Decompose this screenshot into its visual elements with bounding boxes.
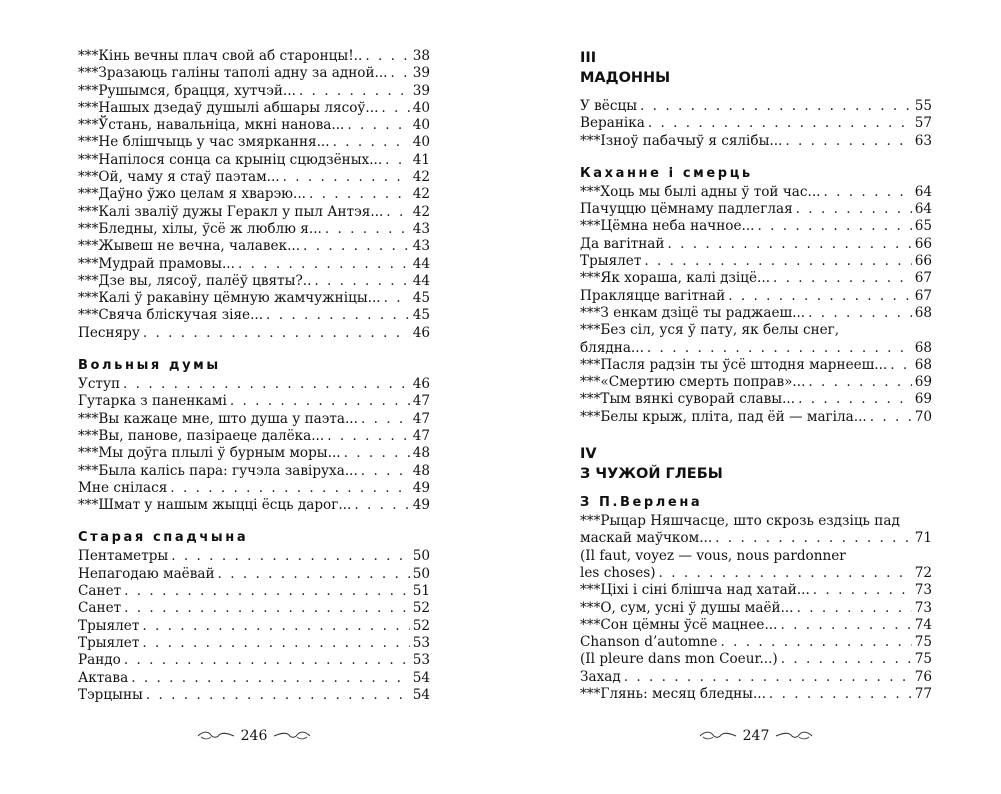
toc-entry — [78, 618, 430, 635]
dot-leader — [384, 290, 410, 307]
dot-leader — [773, 270, 912, 287]
dot-leader — [824, 184, 912, 201]
toc-entry-page: 54 — [412, 669, 430, 686]
toc-entry-page: 47 — [412, 427, 430, 444]
toc-entry — [78, 204, 430, 221]
toc-entry-title: Песняру — [78, 324, 140, 341]
toc-entry-title: Актава — [78, 669, 129, 686]
toc-entry — [580, 409, 932, 426]
toc-entry-title: ***Бледны, хілы, ўсё ж люблю я... — [78, 220, 322, 237]
toc-entry — [78, 65, 430, 82]
toc-entry-title: Веранiка — [580, 115, 645, 132]
toc-entry-title: ***Пасля радзін ты ўсё штодня марнееш... — [580, 356, 888, 373]
toc-entry-page: 44 — [412, 272, 430, 289]
toc-entry-page: 49 — [412, 497, 430, 514]
dot-leader — [640, 98, 912, 115]
toc-entry-page: 47 — [412, 393, 430, 410]
toc-entry-page: 73 — [914, 599, 932, 616]
dot-leader — [361, 463, 410, 480]
toc-entry-title: ***Нашых дзедаў душылі абшары лясоў... — [78, 99, 379, 116]
toc-entry — [580, 357, 932, 374]
toc-entry — [78, 600, 430, 617]
dot-leader — [386, 204, 409, 221]
toc-entry-page: 63 — [914, 132, 932, 149]
toc-entry-title: Мне снілася — [78, 479, 168, 496]
toc-entry — [580, 651, 932, 668]
toc-entry — [580, 115, 932, 132]
toc-entry-page: 40 — [412, 99, 430, 116]
dot-leader — [314, 273, 409, 290]
toc-entry-page: 50 — [412, 565, 430, 582]
dot-leader — [780, 617, 911, 634]
toc-entry-title: ***Зразаюць галіны таполі адну за адной... — [78, 65, 388, 82]
toc-entry-page: 70 — [914, 408, 932, 425]
dot-leader — [808, 374, 911, 391]
dot-leader — [171, 548, 409, 565]
toc-entry-page: 54 — [412, 686, 430, 703]
toc-entry-page: 44 — [412, 255, 430, 272]
dot-leader — [624, 669, 912, 686]
toc-entry-page: 45 — [412, 290, 430, 307]
toc-entry — [580, 305, 932, 322]
toc-entry-title: Трыялет — [78, 634, 140, 651]
toc-entry-page: 49 — [412, 479, 430, 496]
toc-entry-page: 53 — [412, 634, 430, 651]
toc-entry — [580, 582, 932, 599]
toc-entry-title: ***Свяча блiскучая зіяе... — [78, 307, 264, 324]
toc-entry — [78, 100, 430, 117]
dot-leader — [659, 565, 912, 582]
toc-entry — [580, 340, 932, 357]
toc-entry — [78, 445, 430, 462]
ornament-right-icon — [273, 731, 311, 741]
toc-entry — [78, 548, 430, 565]
ornament-right-icon — [775, 731, 813, 741]
dot-leader — [333, 134, 410, 151]
dot-leader — [146, 687, 410, 704]
toc-entry-title: Санет — [78, 600, 122, 617]
dot-leader — [890, 357, 911, 374]
toc-entry-page: 77 — [914, 686, 932, 703]
toc-entry — [78, 583, 430, 600]
dot-leader — [715, 530, 912, 547]
part-title-z-chuzhoy-gleby: З ЧУЖОЙ ГЛЕБЫ — [580, 466, 723, 483]
toc-entry-page: 42 — [412, 203, 430, 220]
toc-entry-title: Уступ — [78, 376, 121, 393]
toc-entry-title: ***Шмат у нашым жыцці ёсць дарог... — [78, 497, 352, 514]
toc-entry-title: ***Тым вянкі суворай славы... — [580, 391, 796, 408]
toc-entry — [78, 186, 430, 203]
toc-entry-page: 67 — [914, 287, 932, 304]
toc-entry — [78, 169, 430, 186]
toc-entry-title: ***Жывеш не вечна, чалавек... — [78, 238, 301, 255]
toc-entry — [580, 201, 932, 218]
toc-entry-title: Пачуццю цёмнаму падлеглая — [580, 201, 793, 218]
toc-entry — [78, 117, 430, 134]
toc-entry — [78, 687, 430, 704]
toc-entry — [580, 253, 932, 270]
dot-leader — [385, 152, 410, 169]
toc-entry-page: 53 — [412, 652, 430, 669]
toc-entry-line — [580, 548, 932, 565]
toc-entry — [580, 669, 932, 686]
dot-leader — [797, 600, 912, 617]
toc-entry — [580, 218, 932, 235]
dot-leader — [325, 221, 410, 238]
ornament-left-icon — [699, 731, 737, 741]
toc-entry-page: 41 — [412, 151, 430, 168]
toc-entry — [78, 497, 430, 514]
toc-entry-title: Непагодаю маёвай — [78, 565, 215, 582]
toc-entry-page: 48 — [412, 445, 430, 462]
toc-entry-page: 42 — [412, 186, 430, 203]
left-page — [78, 48, 430, 704]
entry-group-volnyya-dumy — [78, 376, 430, 514]
right-folio — [580, 728, 932, 744]
dot-leader — [391, 65, 410, 82]
toc-entry-title: ***Ой, чаму я стаў паэтам... — [78, 169, 280, 186]
toc-entry-title: ***Вы, панове, пазіраеце далёка... — [78, 427, 325, 444]
dot-leader — [303, 238, 410, 255]
toc-entry — [580, 600, 932, 617]
toc-entry-page: 51 — [412, 583, 430, 600]
dot-leader — [143, 325, 410, 342]
dot-leader — [347, 117, 409, 134]
toc-entry-title: Рандо — [78, 652, 121, 669]
toc-entry — [78, 376, 430, 393]
toc-entry-title: ***Мы доўга плылі ў бурным моры... — [78, 445, 341, 462]
dot-leader — [124, 583, 410, 600]
toc-entry-title: Тэрцыны — [78, 686, 143, 703]
toc-entry-title: ***Рушымся, брацця, хутчэй... — [78, 82, 296, 99]
toc-entry-title: маскай маўчком... — [580, 530, 713, 547]
toc-entry-title: ***Глянь: месяц бледны... — [580, 686, 766, 703]
toc-entry-title: ***Напілося сонца са крыніц сцюдзёных... — [78, 151, 383, 168]
toc-entry-page: 75 — [914, 651, 932, 668]
dot-leader — [238, 256, 410, 273]
toc-entry — [78, 152, 430, 169]
toc-entry — [580, 565, 932, 582]
toc-entry-page: 57 — [914, 115, 932, 132]
toc-entry — [78, 411, 430, 428]
toc-entry-title: ***Калі ў ракавіну цёмную жамчужніцы... — [78, 290, 381, 307]
dot-leader — [647, 340, 912, 357]
toc-entry-title: ***О, сум, усні ў душы маёй... — [580, 599, 794, 616]
dot-leader — [798, 391, 912, 408]
entry-group-initial — [78, 48, 430, 342]
dot-leader — [142, 618, 409, 635]
toc-entry — [78, 221, 430, 238]
toc-entry-title: Санет — [78, 583, 122, 600]
toc-entry-page: 46 — [412, 324, 430, 341]
toc-entry — [78, 238, 430, 255]
entry-group-z-p-verlena — [580, 513, 932, 703]
dot-leader — [123, 376, 410, 393]
toc-entry-title: ***Белы крыж, пліта, пад ёй — магіла... — [580, 408, 867, 425]
section-heading-staraya-spadchyna: Старая спадчына — [78, 530, 249, 546]
entry-group-madonny — [580, 98, 932, 150]
dot-leader — [283, 169, 410, 186]
toc-entry — [78, 325, 430, 342]
toc-entry-page: 40 — [412, 134, 430, 151]
dot-leader — [142, 635, 409, 652]
dot-leader — [170, 480, 409, 497]
toc-entry — [78, 393, 430, 410]
toc-entry — [78, 290, 430, 307]
toc-entry-title: ***Не блішчыць у час змяркання... — [78, 134, 330, 151]
toc-entry-page: 68 — [914, 304, 932, 321]
toc-entry-title: ***Хоць мы былі адны ў той час... — [580, 183, 821, 200]
toc-entry-page: 52 — [412, 617, 430, 634]
dot-leader — [124, 652, 410, 669]
toc-entry-page: 48 — [412, 462, 430, 479]
toc-entry-title: ***З енкам дзіцё ты раджаеш... — [580, 304, 806, 321]
toc-entry — [580, 634, 932, 651]
toc-entry-title: Да вагітнай — [580, 235, 665, 252]
toc-entry-title: ***Як хораша, калі дзіцё... — [580, 270, 771, 287]
dot-leader — [299, 83, 410, 100]
entry-group-kakhanne-i-smerts — [580, 184, 932, 426]
toc-entry-page: 39 — [412, 82, 430, 99]
toc-entry-line — [580, 513, 932, 530]
toc-entry — [78, 428, 430, 445]
toc-entry-title: бляднa... — [580, 339, 644, 356]
part-title-madonny: МАДОННЫ — [580, 70, 671, 86]
toc-entry-page: 47 — [412, 410, 430, 427]
toc-entry-page: 68 — [914, 356, 932, 373]
toc-entry — [580, 133, 932, 150]
ornament-left-icon — [197, 731, 235, 741]
dot-leader — [757, 218, 911, 235]
toc-entry-title: Трыялет — [78, 617, 140, 634]
toc-entry-page: 43 — [412, 238, 430, 255]
toc-entry — [78, 256, 430, 273]
toc-entry — [78, 480, 430, 497]
toc-entry-page: 39 — [412, 65, 430, 82]
part-numeral-iii: III — [580, 50, 597, 66]
toc-entry-title: ***Мудрай прамовы... — [78, 255, 235, 272]
toc-entry-title: Пракляцце вагітнай — [580, 287, 726, 304]
toc-entry-page: 50 — [412, 548, 430, 565]
dot-leader — [218, 566, 410, 583]
toc-entry-title: ***Ізноў пабачыў я сялібы... — [580, 132, 783, 149]
toc-entry-page: 69 — [914, 374, 932, 391]
right-page — [580, 48, 932, 703]
toc-entry — [580, 374, 932, 391]
page-number-right: 247 — [742, 728, 770, 744]
dot-leader — [808, 305, 912, 322]
toc-entry-page: 68 — [914, 339, 932, 356]
toc-entry-page: 69 — [914, 391, 932, 408]
section-heading-volnyya-dumy: Вольныя думы — [78, 358, 221, 374]
toc-entry-page: 38 — [412, 48, 430, 64]
toc-entry — [78, 48, 430, 65]
dot-leader — [230, 393, 410, 410]
dot-leader — [354, 497, 409, 514]
toc-entry-title: ***Калі зваліў дужы Геракл у пыл Антэя... — [78, 203, 384, 220]
toc-entry — [580, 236, 932, 253]
toc-entry-page: 65 — [914, 218, 932, 235]
toc-entry-page: 75 — [914, 634, 932, 651]
toc-entry-page: 64 — [914, 201, 932, 218]
toc-entry-title: ***Ціхі і сіні блішча над хатай... — [580, 582, 810, 599]
section-heading-z-p-verlena: З П.Верлена — [580, 495, 703, 511]
toc-entry-page: 42 — [412, 169, 430, 186]
toc-entry-page: 45 — [412, 307, 430, 324]
dot-leader — [309, 186, 410, 203]
toc-entry-title: ***Вы кажаце мне, што душа у паэта... — [78, 410, 358, 427]
toc-entry-title: Трыялет — [580, 253, 642, 270]
toc-entry-page: 73 — [914, 582, 932, 599]
toc-entry-title: У вёсцы — [580, 98, 638, 114]
toc-entry-title: les choses) — [580, 564, 656, 581]
toc-entry-page: 40 — [412, 117, 430, 134]
toc-entry-title: ***Ўстань, навальніца, мкні нанова... — [78, 117, 345, 134]
toc-entry-page: 67 — [914, 270, 932, 287]
page-number-left: 246 — [240, 728, 268, 744]
toc-entry-title: Пентаметры — [78, 548, 169, 565]
toc-entry — [580, 98, 932, 115]
toc-entry-title: Гутарка з паненкамі — [78, 393, 227, 410]
toc-entry — [78, 134, 430, 151]
toc-entry-title-line1: ***Без сіл, уся ў пату, як белы снег, — [580, 322, 840, 339]
toc-entry-page: 74 — [914, 616, 932, 633]
toc-entry — [78, 463, 430, 480]
toc-entry-page: 76 — [914, 668, 932, 685]
toc-entry-title: ***Кінь вечны плач свой аб старонцы!.. — [78, 48, 363, 64]
toc-entry — [78, 83, 430, 100]
toc-entry-page: 71 — [914, 530, 932, 547]
dot-leader — [365, 48, 409, 65]
dot-leader — [785, 133, 911, 150]
dot-leader — [644, 253, 911, 270]
dot-leader — [266, 307, 410, 324]
dot-leader — [381, 100, 409, 117]
toc-entry — [580, 391, 932, 408]
entry-group-staraya-spadchyna — [78, 548, 430, 704]
dot-leader — [796, 201, 912, 218]
toc-entry — [78, 566, 430, 583]
dot-leader — [870, 409, 912, 426]
dot-leader — [781, 651, 912, 668]
dot-leader — [344, 445, 410, 462]
dot-leader — [813, 582, 912, 599]
toc-entry-page: 66 — [914, 235, 932, 252]
toc-entry-title: ***Цёмна неба начное... — [580, 218, 755, 235]
toc-entry-page: 66 — [914, 253, 932, 270]
toc-entry — [580, 288, 932, 305]
toc-entry-page: 43 — [412, 220, 430, 237]
toc-entry-title-line1: ***Рыцар Няшчасце, што скрозь ездзіць пад — [580, 513, 900, 530]
toc-entry — [78, 670, 430, 687]
section-heading-kakhanne-i-smerts: Каханне і смерць — [580, 165, 753, 181]
dot-leader — [728, 288, 911, 305]
dot-leader — [327, 428, 409, 445]
toc-entry-page: 64 — [914, 183, 932, 200]
toc-entry-page: 72 — [914, 564, 932, 581]
toc-entry-line — [580, 322, 932, 339]
toc-entry — [78, 635, 430, 652]
toc-entry-title: (Il pleure dans mon Coeur...) — [580, 651, 778, 668]
dot-leader — [648, 115, 912, 132]
toc-entry-page: 46 — [412, 376, 430, 393]
toc-entry-page: 55 — [914, 98, 932, 114]
part-numeral-iv: IV — [580, 446, 597, 463]
toc-entry-title: ***«Смертию смерть поправ»... — [580, 374, 806, 391]
toc-entry-title: Захад — [580, 668, 621, 685]
toc-entry — [580, 270, 932, 287]
toc-entry-title: ***Была калісь пара: гучэла завіруха... — [78, 462, 358, 479]
toc-entry — [580, 184, 932, 201]
toc-entry-title: ***Сон цёмны ўсё мацнее... — [580, 616, 778, 633]
toc-entry-title: ***Даўно ўжо целам я хварэю... — [78, 186, 306, 203]
left-folio — [78, 728, 430, 744]
toc-entry — [78, 307, 430, 324]
toc-entry-page: 52 — [412, 600, 430, 617]
toc-entry — [78, 652, 430, 669]
dot-leader — [131, 670, 410, 687]
toc-entry-title-line1: (Il faut, voyez — vous, nous pardonner — [580, 547, 846, 564]
toc-entry — [580, 530, 932, 547]
toc-entry — [580, 686, 932, 703]
toc-entry-title: ***Дзе вы, лясоў, палёў цвяты?.. — [78, 272, 312, 289]
dot-leader — [769, 686, 912, 703]
toc-entry — [580, 617, 932, 634]
dot-leader — [361, 411, 410, 428]
dot-leader — [667, 236, 911, 253]
dot-leader — [124, 600, 410, 617]
toc-entry — [78, 273, 430, 290]
dot-leader — [720, 634, 911, 651]
toc-entry-title: Chanson d’automne — [580, 634, 718, 651]
